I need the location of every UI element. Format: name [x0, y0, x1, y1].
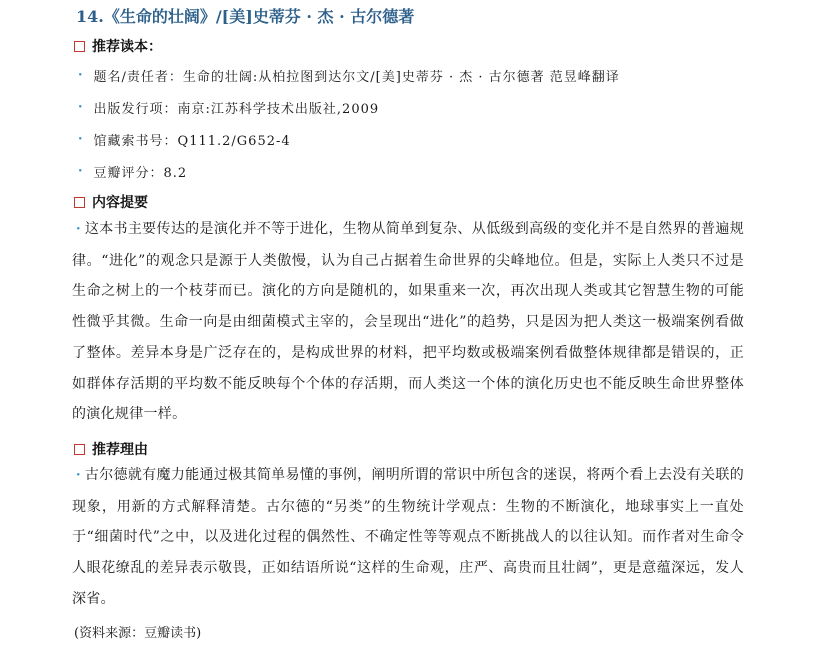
info-item-publisher: [78, 98, 379, 117]
info-item-label: 题名/责任者：生命的壮阔:从柏拉图到达尔文/[美]史蒂芬 · 杰 · 古尔德著 范昱峰翻译: [93, 70, 620, 85]
summary-text: 这本书主要传达的是演化并不等于进化，生物从简单到复杂、从低级到高级的变化并不是自然界的普遍规律。“进化”的观念只是源于人类傲慢，认为自己占据着生命世界的尖峰地位。但是，实际上人类只不过是生命之树上的一个枝芽而已。演化的方向是随机的，如果重来一次，再次出现人类或其它智慧生物的可能性微乎其微。生命一向是由细菌模式主宰的，会呈现出“进化”的趋势，只是因为把人类这一极端案例看做了整体。差异本身是广泛存在的，是构成世界的材料，把平均数或极端案例看做整体规律都是错误的，正如群体存活期的平均数不能反映每个个体的存活期，而人类这一个体的演化历史也不能反映生命世界整体的演化规律一样。: [72, 221, 744, 423]
checkbox-square-icon: [74, 197, 85, 208]
bullet-icon: ·: [76, 468, 81, 483]
info-item-label: 出版发行项：南京:江苏科学技术出版社,2009: [93, 102, 380, 117]
reason-paragraph: [72, 460, 744, 615]
info-item-label: 豆瓣评分：8.2: [93, 166, 188, 181]
info-item-rating: [78, 162, 187, 181]
bullet-icon: ·: [78, 100, 84, 115]
heading-reason-label: 推荐理由: [92, 442, 148, 458]
bullet-icon: ·: [78, 132, 84, 147]
info-item-label: 馆藏索书号：Q111.2/G652-4: [93, 134, 291, 149]
checkbox-square-icon: [74, 41, 85, 52]
heading-recommended: [74, 36, 162, 56]
bullet-icon: ·: [78, 164, 84, 179]
heading-reason: [74, 439, 148, 459]
summary-paragraph: [72, 214, 744, 430]
bullet-icon: ·: [76, 222, 81, 237]
checkbox-square-icon: [74, 444, 85, 455]
bullet-icon: ·: [78, 68, 84, 83]
reason-text: 古尔德就有魔力能通过极其简单易懂的事例，阐明所谓的常识中所包含的迷误，将两个看上去没有关联的现象，用新的方式解释清楚。古尔德的“另类”的生物统计学观点：生物的不断演化，地球事实上一直处于“细菌时代”之中，以及进化过程的偶然性、不确定性等等观点不断挑战人的以往认知。而作者对生命令人眼花缭乱的差异表示敬畏，正如结语所说“这样的生命观，庄严、高贵而且壮阔”，更是意蕴深远，发人深省。: [72, 467, 744, 607]
heading-recommended-label: 推荐读本：: [92, 39, 162, 55]
info-item-title: [78, 66, 620, 85]
source-note: (资料来源：豆瓣读书): [74, 626, 202, 641]
heading-summary: [74, 192, 148, 212]
book-title: 14.《生命的壮阔》/[美]史蒂芬 · 杰 · 古尔德著: [76, 7, 415, 26]
heading-summary-label: 内容提要: [92, 195, 148, 211]
info-item-call-number: [78, 130, 291, 149]
